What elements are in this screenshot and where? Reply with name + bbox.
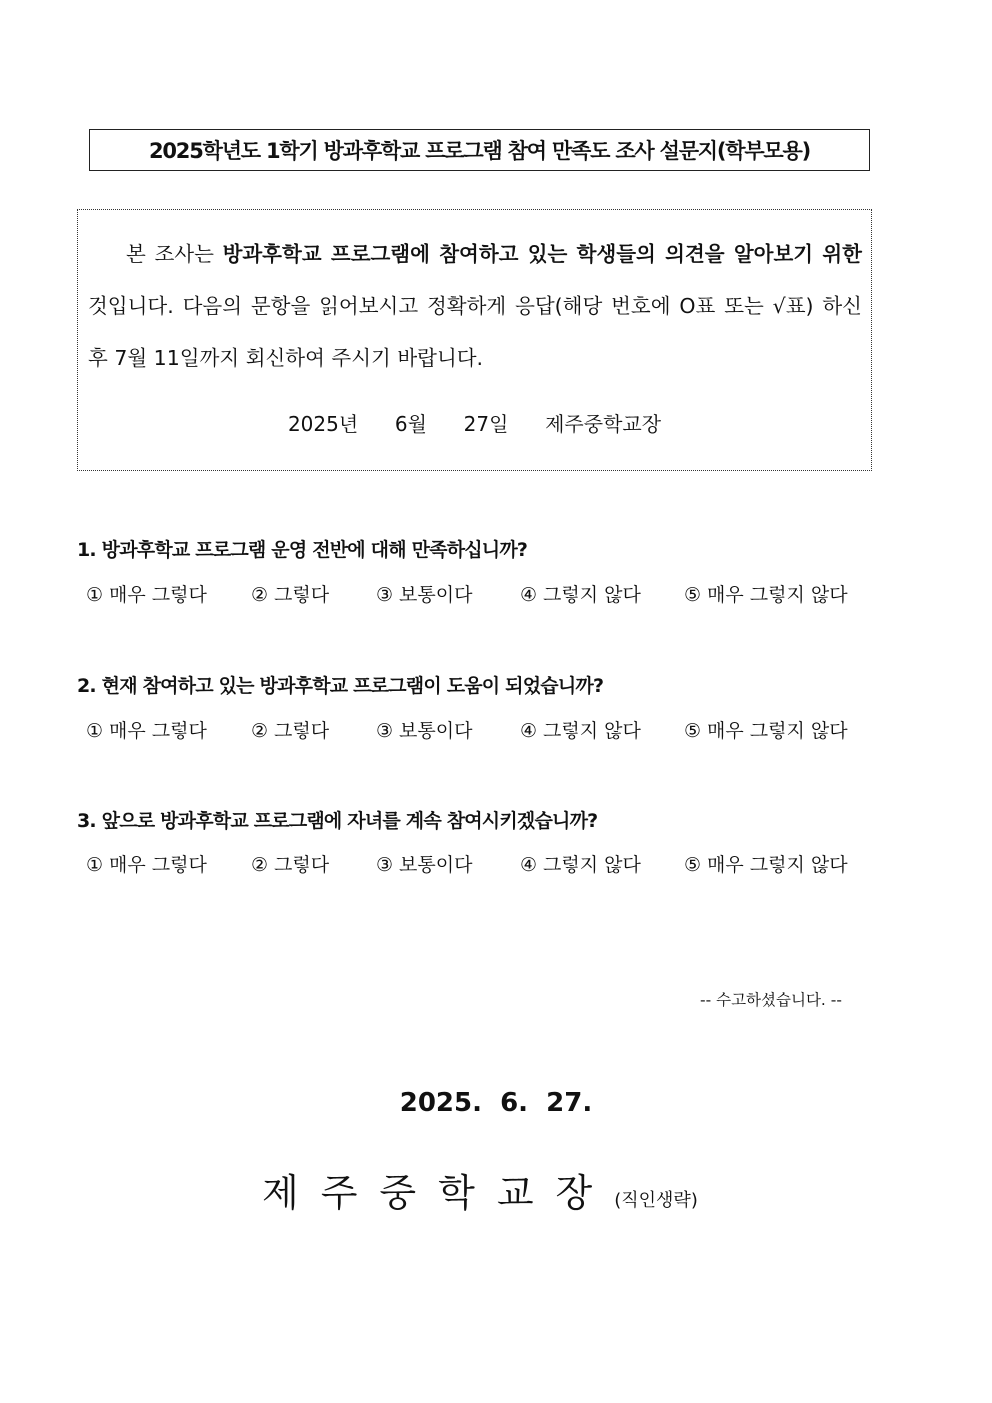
option-number: ① [86,584,104,606]
q1-option-5[interactable] [684,580,848,607]
intro-date-line: 2025년 6월 27일 제주중학교장 [287,412,662,436]
q2-option-2[interactable] [251,716,329,743]
thanks-note: -- 수고하셨습니다. -- [700,991,842,1009]
document-title: 2025학년도 1학기 방과후학교 프로그램 참여 만족도 조사 설문지(학부모용) [148,139,811,163]
option-number: ⑤ [684,854,702,876]
option-label: 보통이다 [399,720,473,742]
question-3-options [86,850,876,880]
option-number: ① [86,720,104,742]
option-number: ② [251,720,269,742]
option-label: 매우 그렇다 [109,720,207,742]
option-label: 그렇다 [274,720,330,742]
option-label: 매우 그렇지 않다 [707,584,848,606]
option-label: 그렇지 않다 [543,854,641,876]
option-label: 보통이다 [399,584,473,606]
principal-name: 제주중학교장 [262,1171,615,1215]
option-number: ① [86,854,104,876]
option-number: ⑤ [684,720,702,742]
intro-paragraph [88,228,862,384]
option-number: ④ [520,720,538,742]
option-label: 매우 그렇지 않다 [707,854,848,876]
question-2-options [86,716,876,746]
document-title-box [89,129,870,171]
option-label: 보통이다 [399,854,473,876]
q2-option-5[interactable] [684,716,848,743]
intro-text-1: 본 조사는 [126,242,223,266]
option-label: 그렇다 [274,854,330,876]
option-number: ⑤ [684,584,702,606]
q2-option-3[interactable] [376,716,472,743]
question-1-options [86,580,876,610]
option-number: ③ [376,854,394,876]
q3-option-4[interactable] [520,850,641,877]
option-number: ④ [520,854,538,876]
question-1-title: 1. 방과후학교 프로그램 운영 전반에 대해 만족하십니까? [77,539,528,561]
signature-line [262,1162,698,1217]
q3-option-3[interactable] [376,850,472,877]
option-number: ④ [520,584,538,606]
seal-omitted-note: (직인생략) [614,1190,698,1211]
option-label: 매우 그렇다 [109,854,207,876]
q1-option-3[interactable] [376,580,472,607]
intro-box [77,209,872,471]
signature-date: 2025. 6. 27. [399,1088,593,1118]
q2-option-1[interactable] [86,716,207,743]
option-label: 그렇다 [274,584,330,606]
option-number: ③ [376,584,394,606]
q3-option-2[interactable] [251,850,329,877]
option-number: ② [251,854,269,876]
q3-option-1[interactable] [86,850,207,877]
q1-option-2[interactable] [251,580,329,607]
option-label: 그렇지 않다 [543,720,641,742]
option-number: ③ [376,720,394,742]
option-label: 매우 그렇다 [109,584,207,606]
q2-option-4[interactable] [520,716,641,743]
intro-text-2: 것입니다. 다음의 문항을 읽어보시고 정확하게 응답(해당 번호에 O표 또는 √표) 하신 후 7월 11일까지 회신하여 주시기 바랍니다. [88,294,862,370]
option-label: 그렇지 않다 [543,584,641,606]
option-number: ② [251,584,269,606]
question-2-title: 2. 현재 참여하고 있는 방과후학교 프로그램이 도움이 되었습니까? [77,675,604,697]
q3-option-5[interactable] [684,850,848,877]
question-3-title: 3. 앞으로 방과후학교 프로그램에 자녀를 계속 참여시키겠습니까? [77,810,598,832]
option-label: 매우 그렇지 않다 [707,720,848,742]
intro-bold-text: 방과후학교 프로그램에 참여하고 있는 학생들의 의견을 알아보기 위한 [222,242,862,266]
q1-option-4[interactable] [520,580,641,607]
q1-option-1[interactable] [86,580,207,607]
